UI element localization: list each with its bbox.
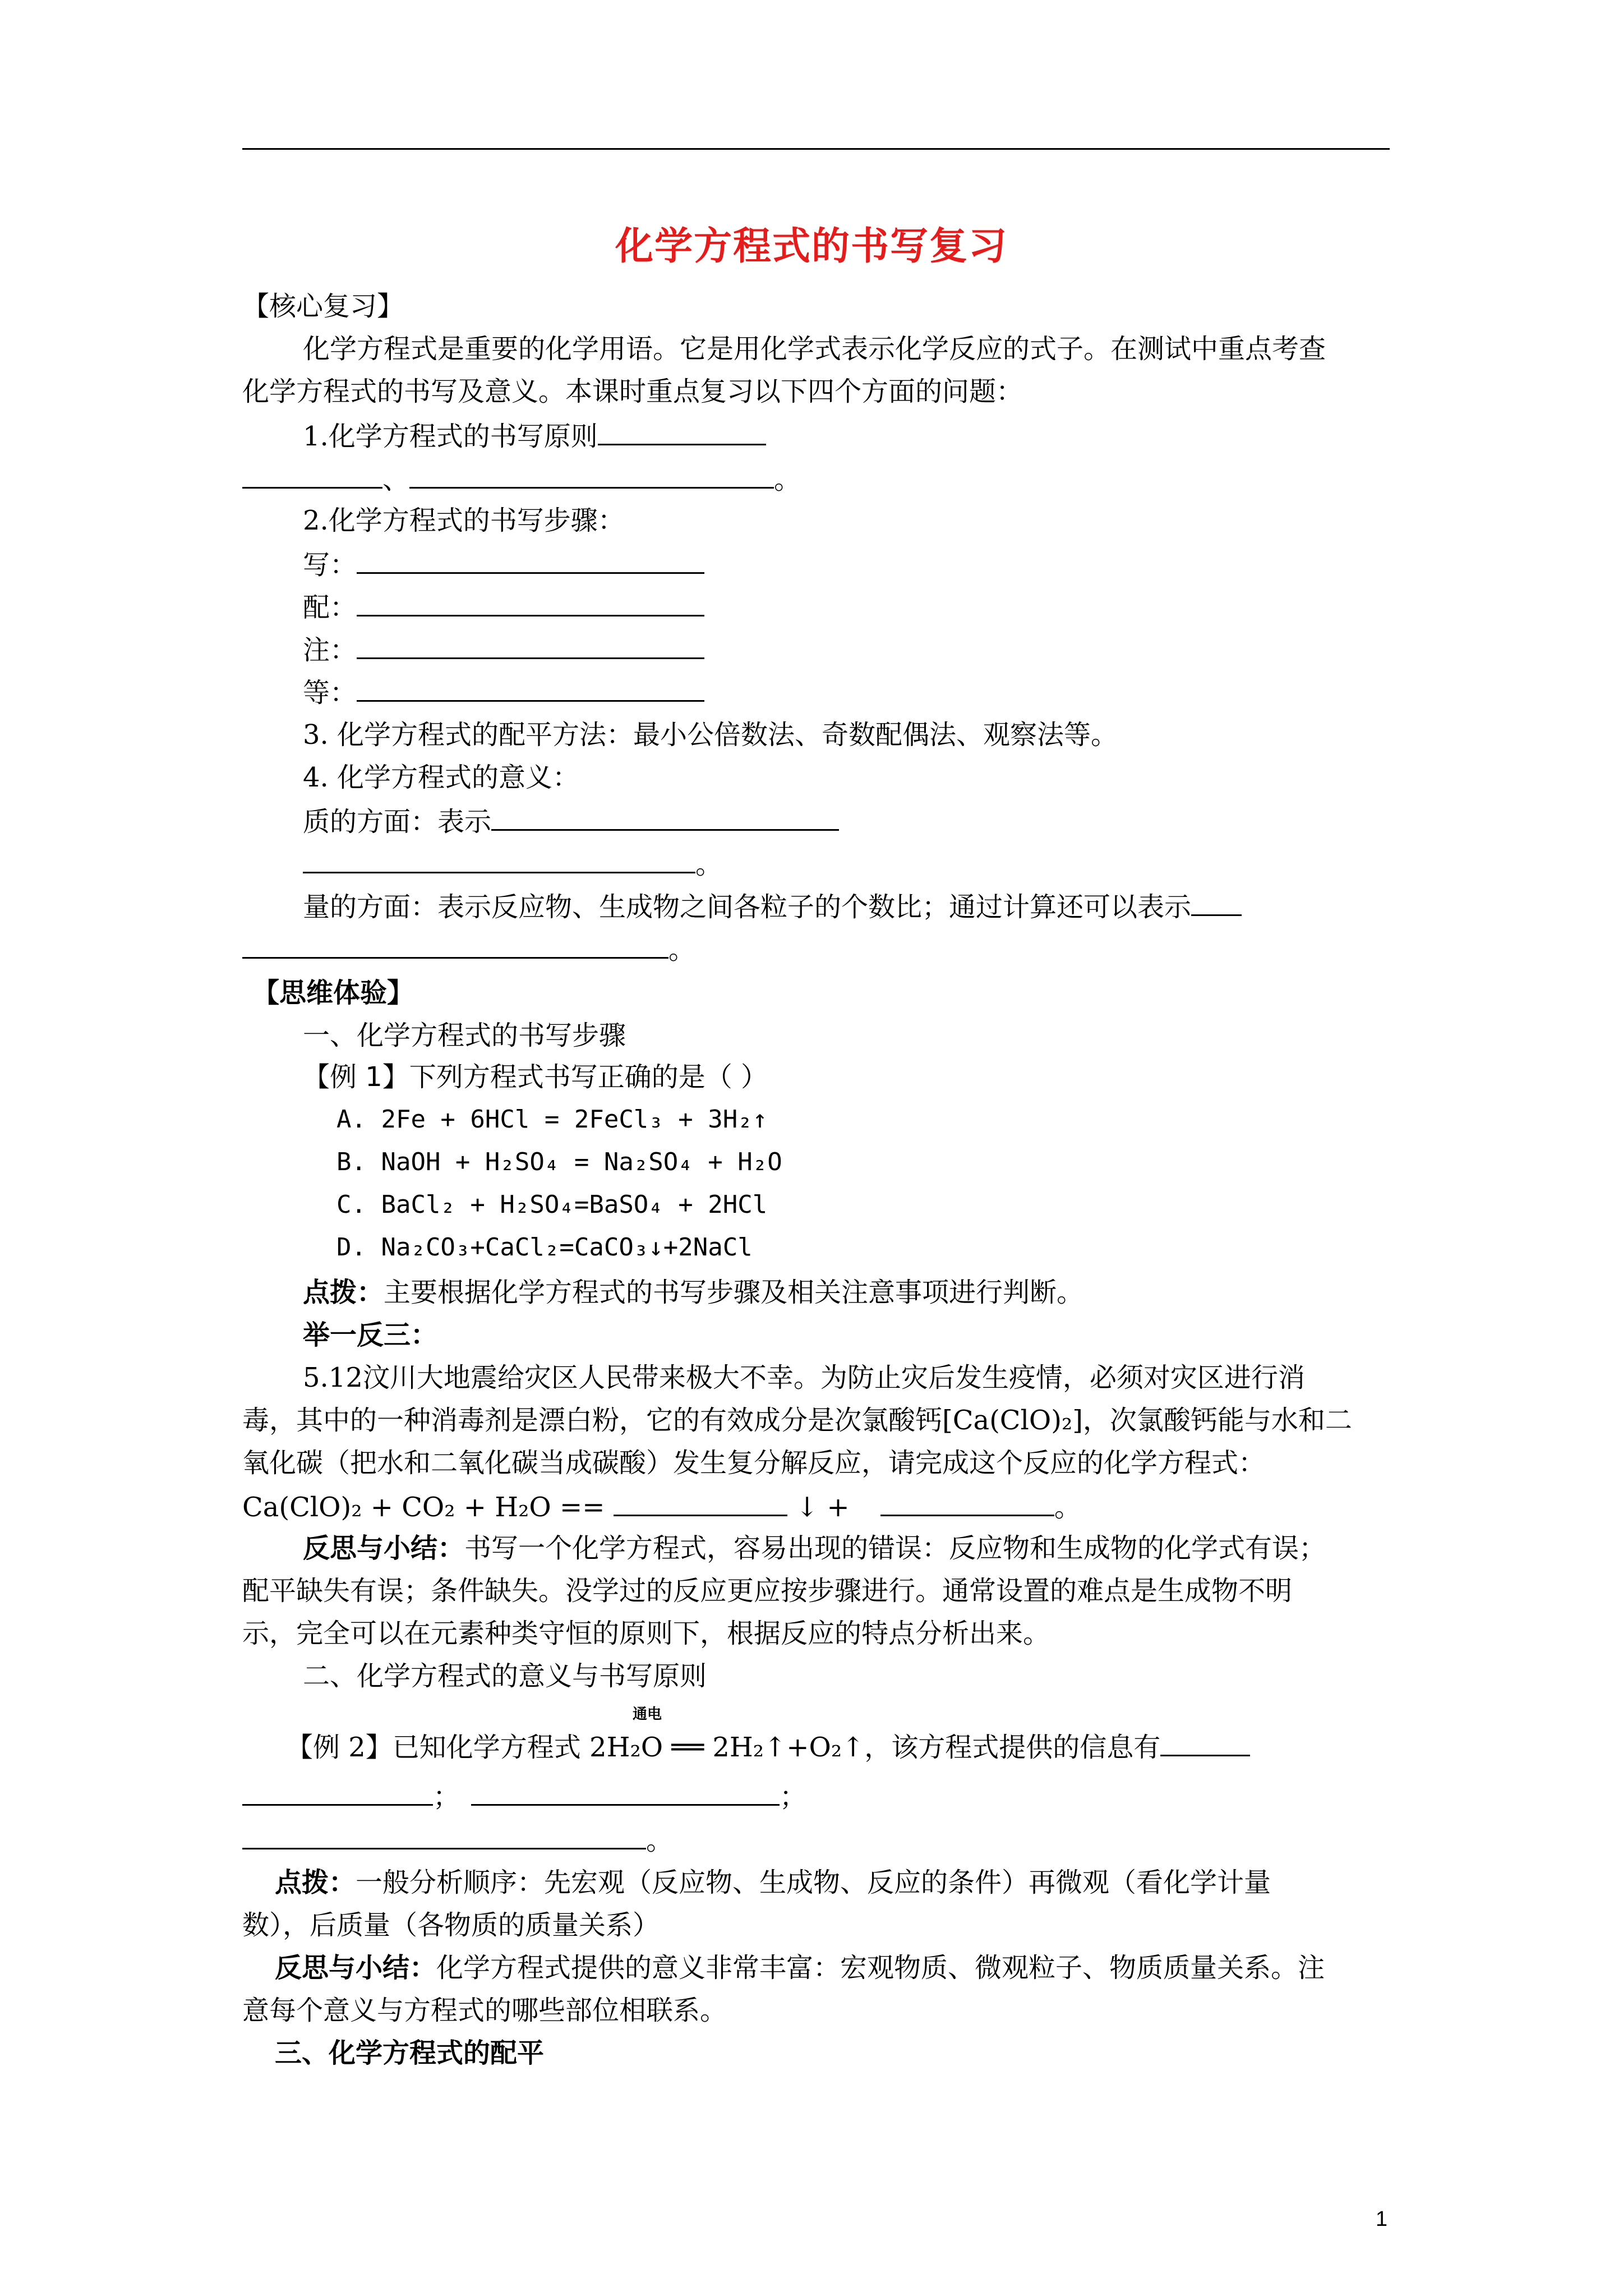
- answer-blank[interactable]: [242, 461, 382, 489]
- reflect-4-cont: 意每个意义与方程式的哪些部位相联系。: [242, 1995, 727, 2026]
- practice-line-3: 氧化碳（把水和二氧化碳当成碳酸）发生复分解反应，请完成这个反应的化学方程式：: [242, 1447, 1266, 1479]
- answer-blank[interactable]: [303, 846, 695, 873]
- page-number: 1: [1375, 2207, 1387, 2231]
- answer-blank[interactable]: [471, 1778, 780, 1806]
- item-1: [303, 418, 766, 453]
- step-equal: [303, 674, 704, 710]
- quantity-text: 量的方面：表示反应物、生成物之间各粒子的个数比；通过计算还可以表示: [303, 891, 1192, 923]
- semicolon: ；: [780, 1781, 807, 1812]
- answer-blank[interactable]: [1160, 1729, 1250, 1756]
- step-label: 注：: [303, 634, 357, 666]
- reaction-condition: 通电: [633, 1706, 662, 1723]
- answer-blank[interactable]: [242, 1778, 433, 1806]
- reflect-text: 化学方程式提供的意义非常丰富：宏观物质、微观粒子、物质质量关系。注: [436, 1952, 1325, 1984]
- reflect-2: 配平缺失有误；条件缺失。没学过的反应更应按步骤进行。通常设置的难点是生成物不明: [242, 1575, 1293, 1607]
- item-1-text: 1.化学方程式的书写原则: [303, 421, 598, 452]
- answer-blank[interactable]: [357, 632, 704, 659]
- reflect-1: [303, 1531, 1326, 1565]
- step-label: 写：: [303, 549, 357, 581]
- practice-line-1: 5.12汶川大地震给灾区人民带来极大不幸。为防止灾后发生疫情，必须对灾区进行消: [303, 1362, 1305, 1393]
- item-1-cont: [242, 461, 801, 496]
- equation-middle: ↓ +: [795, 1492, 850, 1523]
- comma: 、: [382, 464, 410, 495]
- reflect-4: [275, 1951, 1325, 1985]
- answer-blank[interactable]: [598, 418, 766, 445]
- item-3: 3. 化学方程式的配平方法：最小公倍数法、奇数配偶法、观察法等。: [303, 719, 1118, 751]
- period: 。: [668, 934, 696, 965]
- page-title: 化学方程式的书写复习: [615, 224, 1008, 269]
- reflect-3: 示，完全可以在元素种类守恒的原则下，根据反应的特点分析出来。: [242, 1618, 1050, 1649]
- example-2-answers: [242, 1778, 806, 1814]
- hint-text: 一般分析顺序：先宏观（反应物、生成物、反应的条件）再微观（看化学计量: [356, 1867, 1271, 1898]
- period: 。: [646, 1825, 674, 1856]
- period: 。: [695, 849, 723, 880]
- hint-2: [275, 1866, 1271, 1899]
- practice-heading: 举一反三：: [303, 1319, 438, 1351]
- section-3-heading: 三、化学方程式的配平: [275, 2037, 545, 2069]
- example-2-answers-cont: [242, 1822, 673, 1857]
- hint-2-cont: 数），后质量（各物质的质量关系）: [242, 1910, 660, 1941]
- quality-line: [303, 803, 839, 839]
- practice-equation: [242, 1489, 1081, 1524]
- example-2: [286, 1729, 1250, 1764]
- option-b: B. NaOH + H₂SO₄ = Na₂SO₄ + H₂O: [336, 1148, 782, 1176]
- answer-blank[interactable]: [242, 931, 668, 959]
- answer-blank[interactable]: [1191, 889, 1242, 916]
- step-label: 等：: [303, 677, 357, 708]
- period: 。: [774, 464, 801, 495]
- answer-blank[interactable]: [357, 674, 704, 702]
- example-2-text-b: 2H₂↑+O₂↑，该方程式提供的信息有: [704, 1732, 1161, 1763]
- example-2-text-a: 【例 2】已知化学方程式 2H₂O: [286, 1732, 663, 1763]
- hint-label: 点拨：: [275, 1867, 356, 1898]
- core-heading: 【核心复习】: [242, 291, 404, 322]
- reflect-label: 反思与小结：: [303, 1533, 465, 1564]
- answer-blank[interactable]: [357, 589, 704, 616]
- answer-blank[interactable]: [357, 546, 704, 574]
- quality-cont: [303, 846, 722, 881]
- practice-line-2: 毒，其中的一种消毒剂是漂白粉，它的有效成分是次氯酸钙[Ca(ClO)₂]，次氯酸钙能与水和二: [242, 1405, 1352, 1436]
- hint-label: 点拨：: [303, 1277, 384, 1308]
- hint-text: 主要根据化学方程式的书写步骤及相关注意事项进行判断。: [384, 1277, 1084, 1308]
- thinking-heading: 【思维体验】: [252, 977, 414, 1009]
- step-write: [303, 546, 704, 582]
- equals-sign: ══: [671, 1732, 704, 1763]
- section-2-heading: 二、化学方程式的意义与书写原则: [303, 1660, 707, 1692]
- period: 。: [1054, 1492, 1081, 1523]
- step-note: [303, 632, 704, 667]
- step-balance: [303, 589, 704, 624]
- item-4: 4. 化学方程式的意义：: [303, 762, 580, 793]
- quantity-cont: [242, 931, 695, 967]
- intro-line-2: 化学方程式的书写及意义。本课时重点复习以下四个方面的问题：: [242, 376, 1023, 407]
- answer-blank[interactable]: [409, 461, 774, 489]
- answer-blank[interactable]: [242, 1822, 646, 1849]
- quality-text: 质的方面：表示: [303, 806, 492, 838]
- semicolon: ；: [433, 1781, 460, 1812]
- option-d: D. Na₂CO₃+CaCl₂=CaCO₃↓+2NaCl: [336, 1233, 753, 1262]
- equation-reactants: Ca(ClO)₂ + CO₂ + H₂O ==: [242, 1492, 605, 1523]
- step-label: 配：: [303, 592, 357, 623]
- intro-line-1: 化学方程式是重要的化学用语。它是用化学式表示化学反应的式子。在测试中重点考查: [303, 333, 1326, 365]
- header-rule: [242, 148, 1390, 150]
- reflect-text: 书写一个化学方程式，容易出现的错误：反应物和生成物的化学式有误；: [464, 1533, 1326, 1564]
- option-a: A. 2Fe + 6HCl = 2FeCl₃ + 3H₂↑: [336, 1105, 768, 1134]
- example-1-question: 【例 1】下列方程式书写正确的是（ ）: [303, 1061, 768, 1093]
- answer-blank[interactable]: [491, 803, 839, 831]
- option-c: C. BaCl₂ + H₂SO₄=BaSO₄ + 2HCl: [336, 1190, 768, 1219]
- answer-blank[interactable]: [614, 1489, 787, 1516]
- answer-blank[interactable]: [880, 1489, 1054, 1516]
- quantity-line: [303, 889, 1242, 924]
- hint-1: [303, 1276, 1083, 1309]
- reflect-label: 反思与小结：: [275, 1952, 437, 1984]
- section-1-heading: 一、化学方程式的书写步骤: [303, 1020, 626, 1051]
- item-2: 2.化学方程式的书写步骤：: [303, 505, 625, 536]
